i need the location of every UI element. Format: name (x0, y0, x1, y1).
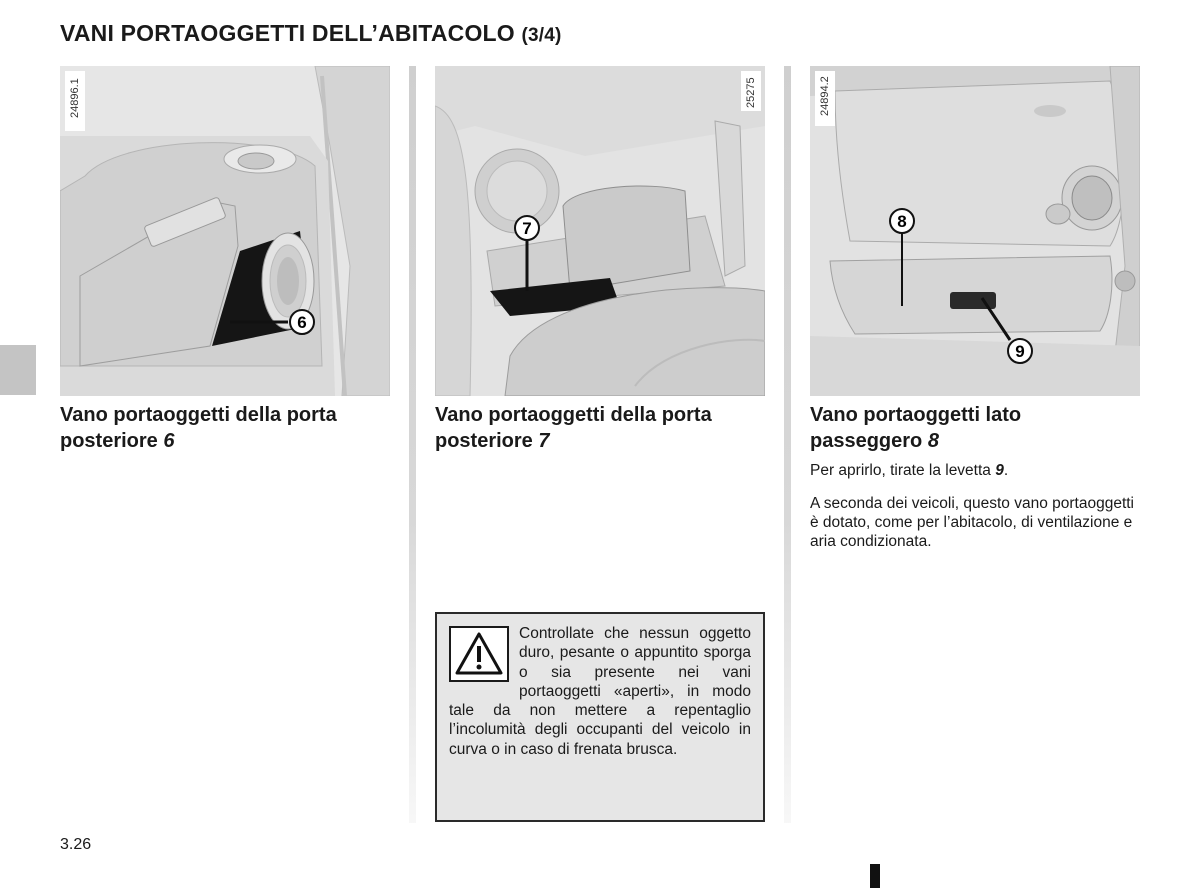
figure-code: 24896.1 (69, 78, 81, 118)
heading-text: Vano portaoggetti della porta posteriore (435, 404, 712, 452)
column-divider (409, 66, 416, 823)
chapter-side-tab (0, 345, 36, 395)
instruction-paragraph (810, 461, 1145, 480)
callout-9: 9 (1015, 342, 1025, 361)
section-heading (60, 402, 395, 454)
figure-rear-door-7 (435, 66, 765, 396)
figure-glovebox-8 (810, 66, 1140, 396)
info-paragraph: A seconda dei veicoli, questo vano portaoggetti è dotato, come per l’abitacolo, di ventilazione e aria condizionata. (810, 495, 1135, 550)
warning-text: Controllate che nessun oggetto duro, pesante o appuntito sporga o sia presente nei vani portaoggetti «aperti», in modo tale da non mettere a repentaglio l’incolumità degli occupanti del veicolo in curva o in caso di frenata brusca. (449, 625, 751, 758)
figure-code: 24894.2 (819, 76, 831, 116)
figure-code: 25275 (745, 77, 757, 108)
heading-text: Vano portaoggetti lato passeggero (810, 404, 1022, 452)
heading-ref: 7 (538, 430, 550, 452)
warning-box (435, 612, 765, 822)
page-number: 3.26 (60, 836, 92, 853)
page-title (60, 20, 562, 47)
section-heading (435, 402, 770, 454)
section-heading (810, 402, 1100, 454)
para-text: Per aprirlo, tirate la levetta (810, 462, 996, 479)
para-end: . (1003, 462, 1009, 479)
column-divider (784, 66, 791, 823)
edge-mark (870, 864, 880, 888)
callout-8: 8 (897, 212, 907, 231)
heading-ref: 6 (163, 430, 175, 452)
page-title-suffix: (3/4) (521, 25, 562, 46)
callout-6: 6 (297, 313, 307, 332)
para-ref: 9 (995, 462, 1004, 479)
heading-text: Vano portaoggetti della porta posteriore (60, 404, 337, 452)
heading-ref: 8 (927, 430, 939, 452)
callout-7: 7 (522, 219, 532, 238)
page-title-main: VANI PORTAOGGETTI DELL’ABITACOLO (60, 20, 515, 46)
warning-triangle-icon (449, 626, 509, 682)
figure-rear-door-6 (60, 66, 390, 396)
